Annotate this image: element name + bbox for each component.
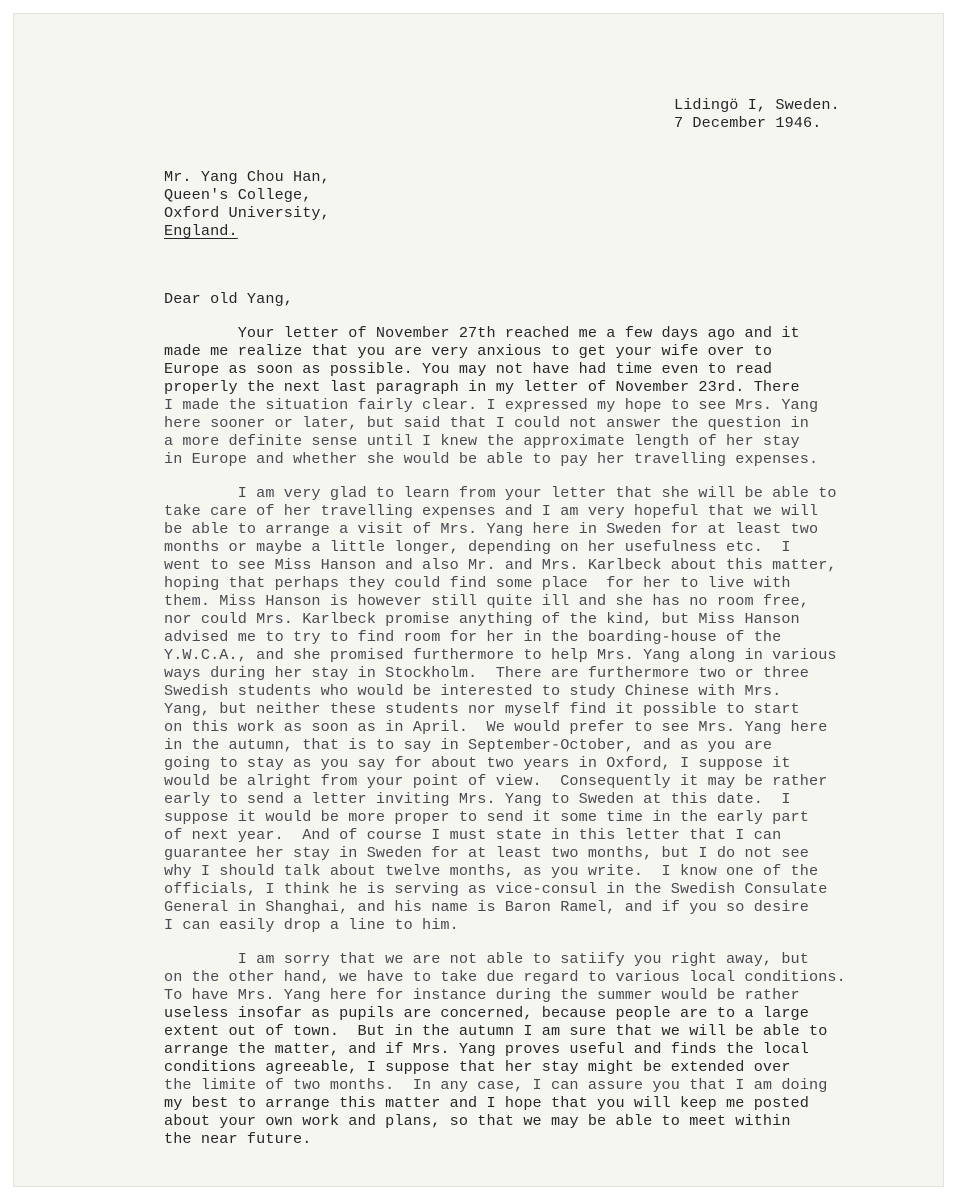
body-line: properly the next last paragraph in my letter of November 23rd. There (164, 378, 800, 396)
body-line: I am sorry that we are not able to satiify you right away, but (164, 950, 809, 968)
body-line: Y.W.C.A., and she promised furthermore to help Mrs. Yang along in various (164, 646, 837, 664)
body-line: Swedish students who would be interested to study Chinese with Mrs. (164, 682, 782, 700)
body-line: I am very glad to learn from your letter that she will be able to (164, 484, 837, 502)
body-line: here sooner or later, but said that I could not answer the question in (164, 414, 809, 432)
body-line: suppose it would be more proper to send it some time in the early part (164, 808, 809, 826)
body-line: on the other hand, we have to take due regard to various local conditions. (164, 968, 846, 986)
letter-place: Lidingö I, Sweden. (674, 96, 840, 114)
addressee-line: Mr. Yang Chou Han, (164, 168, 330, 186)
addressee-line: England. (164, 222, 238, 240)
body-line: would be alright from your point of view. Consequently it may be rather (164, 772, 828, 790)
body-line: the limite of two months. In any case, I can assure you that I am doing (164, 1076, 828, 1094)
body-line: them. Miss Hanson is however still quite ill and she has no room free, (164, 592, 809, 610)
body-line: Yang, but neither these students nor myself find it possible to start (164, 700, 800, 718)
body-line: advised me to try to find room for her in the boarding-house of the (164, 628, 782, 646)
body-line: early to send a letter inviting Mrs. Yang to Sweden at this date. I (164, 790, 791, 808)
salutation: Dear old Yang, (164, 290, 293, 308)
body-line: extent out of town. But in the autumn I am sure that we will be able to (164, 1022, 828, 1040)
body-line: General in Shanghai, and his name is Baron Ramel, and if you so desire (164, 898, 809, 916)
body-line: Europe as soon as possible. You may not have had time even to read (164, 360, 773, 378)
body-line: of next year. And of course I must state in this letter that I can (164, 826, 782, 844)
body-line: months or maybe a little longer, depending on her usefulness etc. I (164, 538, 791, 556)
body-line: my best to arrange this matter and I hope that you will keep me posted (164, 1094, 809, 1112)
body-line: I made the situation fairly clear. I expressed my hope to see Mrs. Yang (164, 396, 819, 414)
body-line: officials, I think he is serving as vice-consul in the Swedish Consulate (164, 880, 828, 898)
body-line: be able to arrange a visit of Mrs. Yang here in Sweden for at least two (164, 520, 819, 538)
body-line: made me realize that you are very anxious to get your wife over to (164, 342, 773, 360)
body-line: To have Mrs. Yang here for instance during the summer would be rather (164, 986, 800, 1004)
letter-page (14, 14, 943, 1186)
addressee-line: Queen's College, (164, 186, 312, 204)
body-line: conditions agreeable, I suppose that her stay might be extended over (164, 1058, 791, 1076)
body-line: useless insofar as pupils are concerned, because people are to a large (164, 1004, 809, 1022)
body-line: a more definite sense until I knew the approximate length of her stay (164, 432, 800, 450)
body-line: take care of her travelling expenses and I am very hopeful that we will (164, 502, 819, 520)
body-line: in Europe and whether she would be able to pay her travelling expenses. (164, 450, 819, 468)
body-line: ways during her stay in Stockholm. There are furthermore two or three (164, 664, 809, 682)
body-line: Your letter of November 27th reached me a few days ago and it (164, 324, 800, 342)
body-line: going to stay as you say for about two years in Oxford, I suppose it (164, 754, 791, 772)
body-line: about your own work and plans, so that we may be able to meet within (164, 1112, 791, 1130)
addressee-line: Oxford University, (164, 204, 330, 222)
body-line: the near future. (164, 1130, 312, 1148)
body-line: guarantee her stay in Sweden for at least two months, but I do not see (164, 844, 809, 862)
body-line: went to see Miss Hanson and also Mr. and Mrs. Karlbeck about this matter, (164, 556, 837, 574)
body-line: in the autumn, that is to say in September-October, and as you are (164, 736, 773, 754)
body-line: why I should talk about twelve months, as you write. I know one of the (164, 862, 819, 880)
body-line: I can easily drop a line to him. (164, 916, 459, 934)
body-line: arrange the matter, and if Mrs. Yang proves useful and finds the local (164, 1040, 809, 1058)
body-line: nor could Mrs. Karlbeck promise anything of the kind, but Miss Hanson (164, 610, 800, 628)
letter-date: 7 December 1946. (674, 114, 822, 132)
body-line: on this work as soon as in April. We would prefer to see Mrs. Yang here (164, 718, 828, 736)
body-line: hoping that perhaps they could find some place for her to live with (164, 574, 791, 592)
